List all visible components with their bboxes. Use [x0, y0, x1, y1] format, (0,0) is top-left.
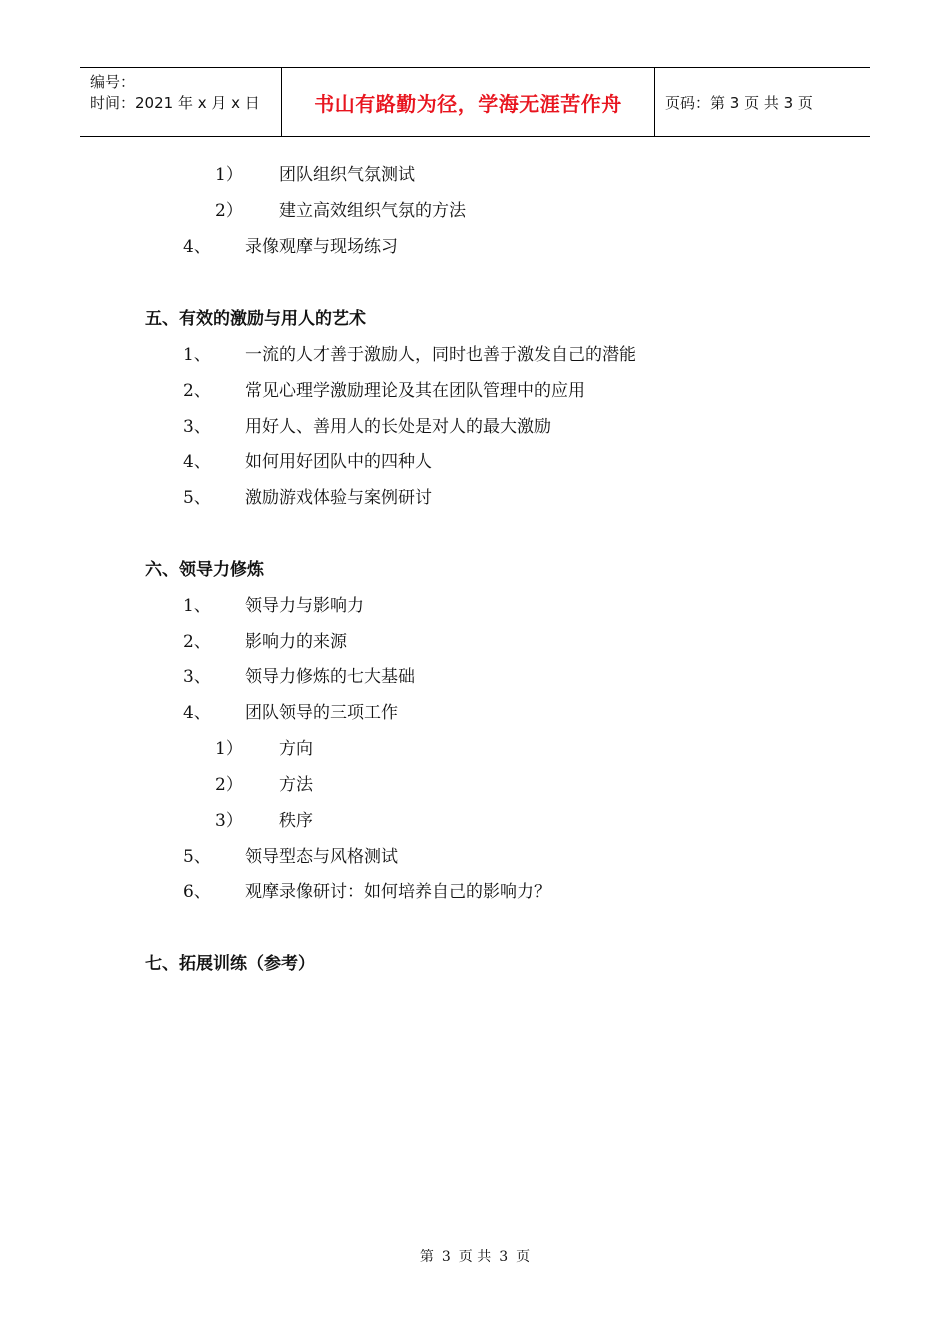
- list-item-text: 方向: [279, 739, 313, 759]
- list-item-text: 团队组织气氛测试: [279, 165, 415, 185]
- list-item-number: 6、: [183, 882, 211, 902]
- footer-page-number: 3: [441, 1249, 451, 1265]
- footer-middle: 页 共: [458, 1249, 492, 1265]
- section-heading: 五、有效的激励与用人的艺术: [145, 309, 366, 329]
- list-item-number: 4、: [183, 237, 211, 257]
- list-item-number: 5、: [183, 488, 211, 508]
- list-item-number: 1、: [183, 596, 211, 616]
- list-item-text: 团队领导的三项工作: [245, 703, 398, 723]
- list-item-number: 2）: [215, 775, 243, 795]
- page-footer: [0, 1246, 950, 1266]
- list-item-text: 建立高效组织气氛的方法: [279, 201, 466, 221]
- list-item-text: 领导型态与风格测试: [245, 847, 398, 867]
- footer-suffix: 页: [516, 1249, 531, 1265]
- section-heading: 六、领导力修炼: [145, 560, 264, 580]
- list-item-number: 4、: [183, 452, 211, 472]
- list-item-number: 3）: [215, 811, 243, 831]
- list-item-number: 3、: [183, 417, 211, 437]
- footer-total-pages: 3: [499, 1249, 509, 1265]
- list-item-number: 3、: [183, 667, 211, 687]
- list-item-number: 2、: [183, 381, 211, 401]
- list-item-number: 2）: [215, 201, 243, 221]
- list-item-text: 录像观摩与现场练习: [245, 237, 398, 257]
- list-item-number: 5、: [183, 847, 211, 867]
- list-item-number: 1、: [183, 345, 211, 365]
- list-item-text: 激励游戏体验与案例研讨: [245, 488, 432, 508]
- list-item-number: 1）: [215, 739, 243, 759]
- list-item-number: 4、: [183, 703, 211, 723]
- list-item-text: 观摩录像研讨：如何培养自己的影响力？: [245, 882, 551, 902]
- list-item-text: 秩序: [279, 811, 313, 831]
- list-item-number: 2、: [183, 632, 211, 652]
- header-motto: 书山有路勤为径，学海无涯苦作舟: [282, 68, 655, 136]
- list-item-text: 用好人、善用人的长处是对人的最大激励: [245, 417, 551, 437]
- list-item-text: 一流的人才善于激励人，同时也善于激发自己的潜能: [245, 345, 636, 365]
- document-number-label: 编号：: [90, 73, 136, 91]
- list-item-text: 影响力的来源: [245, 632, 347, 652]
- list-item-text: 领导力与影响力: [245, 596, 364, 616]
- list-item-text: 方法: [279, 775, 313, 795]
- list-item-text: 领导力修炼的七大基础: [245, 667, 415, 687]
- list-item-number: 1）: [215, 165, 243, 185]
- section-heading: 七、拓展训练（参考）: [145, 954, 315, 974]
- list-item-text: 常见心理学激励理论及其在团队管理中的应用: [245, 381, 585, 401]
- header-page-info: 页码：第 3 页 共 3 页: [665, 93, 813, 112]
- footer-prefix: 第: [419, 1249, 434, 1265]
- document-date: 时间：2021 年 x 月 x 日: [90, 94, 260, 112]
- list-item-text: 如何用好团队中的四种人: [245, 452, 432, 472]
